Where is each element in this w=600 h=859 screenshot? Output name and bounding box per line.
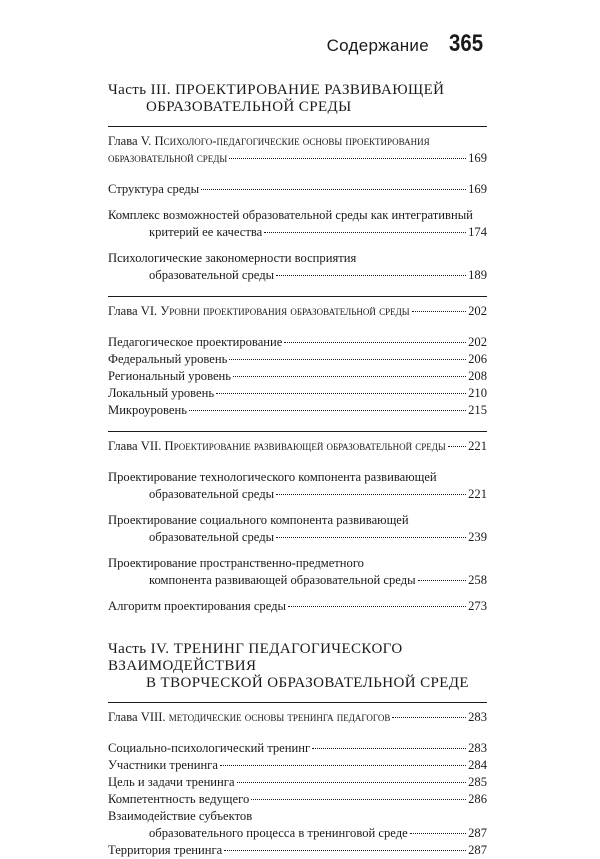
part-3-heading xyxy=(108,82,487,116)
chapter-5-title-line1 xyxy=(108,133,487,150)
toc-entry[interactable] xyxy=(108,842,487,859)
chapter-8-title-row xyxy=(108,709,390,726)
toc-entry[interactable] xyxy=(108,207,487,241)
entry-title-line2: образовательного процесса в тренинговой среде xyxy=(149,826,408,840)
entry-title-line1: Психологические закономерности восприятия xyxy=(108,251,357,265)
entry-title: Федеральный уровень xyxy=(108,352,228,366)
toc-entry[interactable] xyxy=(108,250,487,284)
toc-entry[interactable] xyxy=(108,469,487,503)
chapter-6-page: 202 xyxy=(468,304,487,318)
toc-entry[interactable] xyxy=(108,555,487,589)
toc-entry[interactable] xyxy=(108,757,487,774)
leader-dots xyxy=(229,158,466,159)
entry-title-line1: Комплекс возможностей образовательной среды как интегративный xyxy=(108,208,473,222)
leader-dots xyxy=(216,393,466,394)
entry-title: Компетентность ведущего xyxy=(108,792,250,806)
toc-entry[interactable] xyxy=(108,351,487,368)
toc-entry[interactable] xyxy=(108,740,487,757)
leader-dots xyxy=(229,359,466,360)
chapter-8-label: Глава VIII. xyxy=(108,710,166,724)
leader-dots xyxy=(189,410,466,411)
leader-dots xyxy=(237,782,467,783)
toc-entry[interactable] xyxy=(108,334,487,351)
toc-entry[interactable] xyxy=(108,598,487,615)
toc-entry[interactable] xyxy=(108,808,487,842)
entry-title: Участники тренинга xyxy=(108,758,218,772)
leader-dots xyxy=(276,537,466,538)
chapter-5-title-line2-row xyxy=(108,150,487,167)
leader-dots xyxy=(224,850,466,851)
entry-page: 221 xyxy=(468,487,487,501)
leader-dots xyxy=(264,232,466,233)
entry-title: Региональный уровень xyxy=(108,369,232,383)
chapter-5-title-line2: образовательной среды xyxy=(108,151,228,165)
page-number: 365 xyxy=(448,30,483,57)
entry-page: 210 xyxy=(468,386,487,400)
leader-dots xyxy=(448,446,466,447)
leader-dots xyxy=(276,494,466,495)
entry-page: 169 xyxy=(468,182,487,196)
chapter-7-label: Глава VII. xyxy=(108,439,162,453)
entry-page: 283 xyxy=(468,741,487,755)
entry-title-line2: образовательной среды xyxy=(149,530,275,544)
table-of-contents xyxy=(108,82,487,859)
chapter-6-heading[interactable] xyxy=(108,296,487,320)
entry-title-line2: критерий ее качества xyxy=(149,225,263,239)
toc-entry[interactable] xyxy=(108,402,487,419)
leader-dots xyxy=(418,580,467,581)
part-3-title-line2: ОБРАЗОВАТЕЛЬНОЙ СРЕДЫ xyxy=(146,99,352,115)
chapter-7-heading[interactable] xyxy=(108,431,487,455)
chapter-5-title: Психолого-педагогические основы проектирования xyxy=(154,134,430,148)
leader-dots xyxy=(233,376,466,377)
entry-title-line1: Проектирование социального компонента развивающей xyxy=(108,513,409,527)
toc-entry[interactable] xyxy=(108,181,487,198)
entry-title: Микроуровень xyxy=(108,403,188,417)
chapter-8-title: методические основы тренинга педагогов xyxy=(168,710,391,724)
chapter-6-title: Уровни проектирования образовательной среды xyxy=(160,304,410,318)
entry-page: 206 xyxy=(468,352,487,366)
part-4-title-line1: ТРЕНИНГ ПЕДАГОГИЧЕСКОГО ВЗАИМОДЕЙСТВИЯ xyxy=(108,641,403,674)
leader-dots xyxy=(251,799,466,800)
entry-page: 273 xyxy=(468,599,487,613)
entry-page: 239 xyxy=(468,530,487,544)
running-head xyxy=(327,30,483,58)
entry-page: 287 xyxy=(468,826,487,840)
chapter-5-heading[interactable] xyxy=(108,126,487,167)
entry-title: Территория тренинга xyxy=(108,843,223,857)
entry-title: Локальный уровень xyxy=(108,386,215,400)
entry-title: Алгоритм проектирования среды xyxy=(108,599,287,613)
chapter-7-title: Проектирование развивающей образовательной среды xyxy=(164,439,446,453)
entry-page: 284 xyxy=(468,758,487,772)
leader-dots xyxy=(410,833,466,834)
chapter-6-title-row xyxy=(108,303,410,320)
chapter-8-heading[interactable] xyxy=(108,702,487,726)
toc-entry[interactable] xyxy=(108,791,487,808)
leader-dots xyxy=(220,765,466,766)
leader-dots xyxy=(288,606,466,607)
entry-page: 215 xyxy=(468,403,487,417)
part-4-prefix: Часть IV. xyxy=(108,641,170,657)
part-3-title-line1: ПРОЕКТИРОВАНИЕ РАЗВИВАЮЩЕЙ xyxy=(175,82,445,98)
entry-page: 202 xyxy=(468,335,487,349)
chapter-8-page: 283 xyxy=(468,710,487,724)
entry-page: 286 xyxy=(468,792,487,806)
part-4-title-line2: В ТВОРЧЕСКОЙ ОБРАЗОВАТЕЛЬНОЙ СРЕДЕ xyxy=(146,675,469,691)
entry-title: Цель и задачи тренинга xyxy=(108,775,235,789)
entry-title: Структура среды xyxy=(108,182,200,196)
chapter-6-label: Глава VI. xyxy=(108,304,158,318)
chapter-5-label: Глава V. xyxy=(108,134,152,148)
entry-page: 258 xyxy=(468,573,487,587)
entry-title: Педагогическое проектирование xyxy=(108,335,283,349)
toc-entry[interactable] xyxy=(108,368,487,385)
entry-page: 189 xyxy=(468,268,487,282)
entry-title-line1: Проектирование пространственно-предметного xyxy=(108,556,364,570)
leader-dots xyxy=(284,342,466,343)
leader-dots xyxy=(392,717,466,718)
leader-dots xyxy=(412,311,467,312)
leader-dots xyxy=(312,748,466,749)
chapter-7-page: 221 xyxy=(468,439,487,453)
toc-entry[interactable] xyxy=(108,774,487,791)
leader-dots xyxy=(201,189,466,190)
part-3-prefix: Часть III. xyxy=(108,82,171,98)
running-head-title: Содержание xyxy=(326,36,429,55)
entry-title-line2: компонента развивающей образовательной среды xyxy=(149,573,416,587)
entry-page: 174 xyxy=(468,225,487,239)
leader-dots xyxy=(276,275,466,276)
toc-entry[interactable] xyxy=(108,385,487,402)
entry-title-line1: Проектирование технологического компонента развивающей xyxy=(108,470,437,484)
entry-page: 208 xyxy=(468,369,487,383)
chapter-7-title-row xyxy=(108,438,446,455)
entry-title-line2: образовательной среды xyxy=(149,268,275,282)
chapter-5-page: 169 xyxy=(468,151,487,165)
entry-title-line2: образовательной среды xyxy=(149,487,275,501)
toc-entry[interactable] xyxy=(108,512,487,546)
entry-title: Социально-психологический тренинг xyxy=(108,741,311,755)
part-4-heading xyxy=(108,641,487,692)
entry-page: 287 xyxy=(468,843,487,857)
entry-title-line1: Взаимодействие субъектов xyxy=(108,809,253,823)
entry-page: 285 xyxy=(468,775,487,789)
